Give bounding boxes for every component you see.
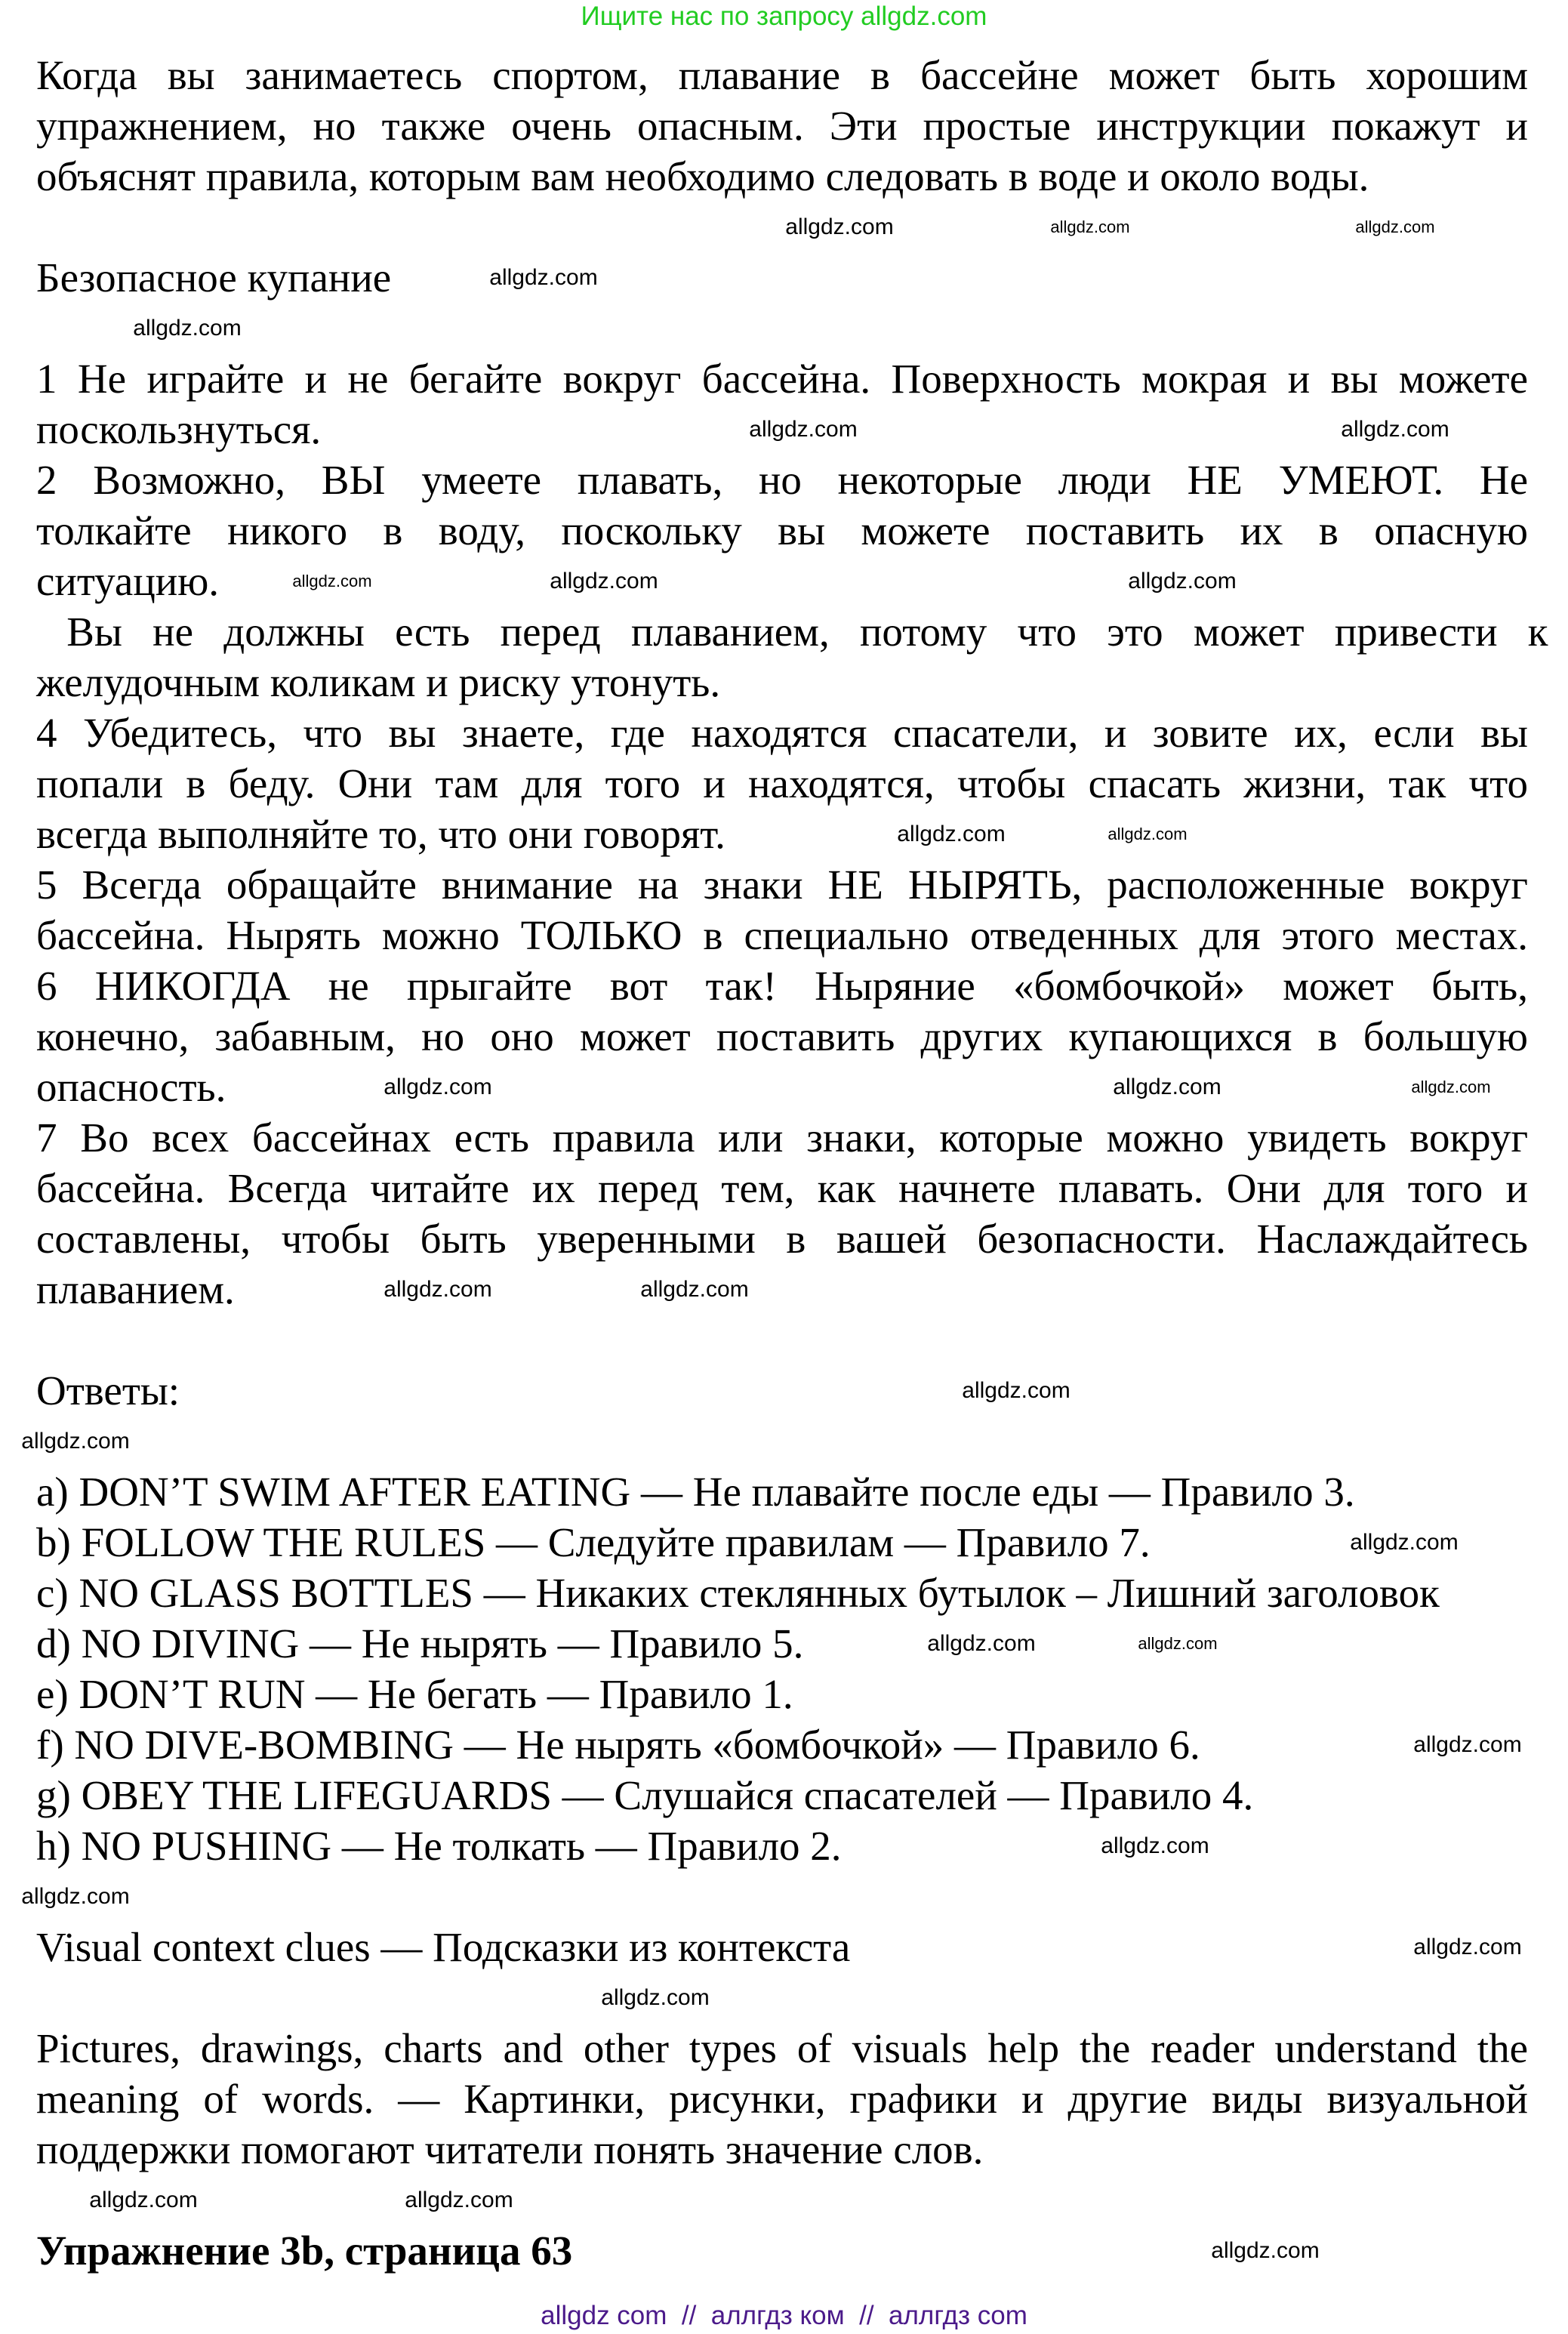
watermark: allgdz.com — [1411, 1078, 1491, 1096]
blank-line — [36, 1416, 1528, 1466]
rule-line: бассейна. Всегда читайте их перед тем, как начнете плавать. Они для того и — [36, 1165, 1528, 1211]
blank-line — [36, 1972, 1528, 2023]
answer-item: b) FOLLOW THE RULES — Следуйте правилам — Правило 7. — [36, 1519, 1151, 1565]
rule-line: попали в беду. Они там для того и находятся, чтобы спасать жизни, так что — [36, 760, 1528, 806]
rule-line: Вы не должны есть перед плаванием, потому что это может привести к — [36, 609, 1548, 655]
rule-line: бассейна. Нырять можно ТОЛЬКО в специально отведенных для этого местах. — [36, 912, 1528, 958]
watermark: allgdz.com — [1355, 217, 1435, 236]
answer-item: a) DON’T SWIM AFTER EATING — Не плавайте после еды — Правило 3. — [36, 1469, 1355, 1515]
blank-line — [36, 2175, 1528, 2225]
watermark: allgdz.com — [1413, 1732, 1522, 1757]
watermark: allgdz.com — [601, 1985, 710, 2010]
rule-line: желудочным коликам и риску утонуть. — [36, 659, 721, 705]
rule-line: опасность. — [36, 1064, 226, 1110]
rule-line: 5 Всегда обращайте внимание на знаки НЕ НЫРЯТЬ, расположенные вокруг — [36, 862, 1528, 908]
rule-line: составлены, чтобы быть уверенными в вашей безопасности. Наслаждайтесь — [36, 1216, 1528, 1262]
watermark: allgdz.com — [1050, 217, 1130, 236]
intro-line: объяснят правила, которым вам необходимо следовать в воде и около воды. — [36, 153, 1369, 199]
watermark: allgdz.com — [1107, 825, 1188, 843]
watermark: allgdz.com — [1101, 1833, 1209, 1858]
document-body — [36, 50, 1548, 2276]
watermark: allgdz.com — [1341, 417, 1449, 442]
watermark: allgdz.com — [1113, 1075, 1221, 1099]
answer-item: d) NO DIVING — Не нырять — Правило 5. — [36, 1620, 804, 1666]
answer-item: e) DON’T RUN — Не бегать — Правило 1. — [36, 1671, 793, 1717]
visual-text-line: meaning of words. — Картинки, рисунки, графики и другие виды визуальной — [36, 2076, 1528, 2122]
watermark: allgdz.com — [1128, 569, 1237, 594]
exercise-heading: Упражнение 3b, страница 63 — [36, 2228, 573, 2274]
watermark: allgdz.com — [292, 572, 372, 590]
answers-heading: Ответы: — [36, 1367, 180, 1414]
watermark: allgdz.com — [21, 1884, 130, 1909]
watermark: allgdz.com — [133, 316, 242, 341]
rule-line: плаванием. — [36, 1266, 235, 1312]
watermark: allgdz.com — [927, 1631, 1036, 1656]
answer-item: c) NO GLASS BOTTLES — Никаких стеклянных бутылок – Лишний заголовок — [36, 1570, 1440, 1616]
answer-item: h) NO PUSHING — Не толкать — Правило 2. — [36, 1823, 842, 1869]
watermark: allgdz.com — [89, 2188, 198, 2212]
rule-line: 2 Возможно, ВЫ умеете плавать, но некоторые люди НЕ УМЕЮТ. Не — [36, 457, 1528, 503]
watermark: allgdz.com — [384, 1075, 492, 1099]
rule-line: ситуацию. — [36, 558, 220, 604]
blank-line — [36, 1315, 1528, 1365]
section-heading: Безопасное купание — [36, 254, 392, 301]
watermark: allgdz.com — [21, 1429, 130, 1454]
rule-line: 1 Не играйте и не бегайте вокруг бассейна. Поверхность мокрая и вы можете — [36, 356, 1528, 402]
watermark: allgdz.com — [384, 1277, 492, 1302]
blank-line — [36, 1871, 1528, 1922]
footer-links[interactable]: allgdz com // аллгдз ком // аллгдз com — [541, 2301, 1027, 2330]
rule-line: 6 НИКОГДА не прыгайте вот так! Ныряние «бомбочкой» может быть, — [36, 963, 1528, 1009]
visual-text-line: Pictures, drawings, charts and other types of visuals help the reader understand the — [36, 2025, 1528, 2071]
blank-line — [36, 202, 1528, 252]
watermark: allgdz.com — [550, 569, 658, 594]
visual-text-line: поддержки помогают читатели понять значение слов. — [36, 2126, 984, 2172]
watermark: allgdz.com — [1138, 1634, 1218, 1653]
answer-item: g) OBEY THE LIFEGUARDS — Слушайся спасателей — Правило 4. — [36, 1772, 1254, 1818]
answer-item: f) NO DIVE-BOMBING — Не нырять «бомбочкой» — Правило 6. — [36, 1722, 1200, 1768]
watermark: allgdz.com — [1211, 2238, 1320, 2263]
watermark: allgdz.com — [962, 1378, 1070, 1403]
watermark: allgdz.com — [640, 1277, 749, 1302]
watermark: allgdz.com — [785, 214, 894, 239]
rule-line: поскользнуться. — [36, 406, 322, 452]
rule-line: всегда выполняйте то, что они говорят. — [36, 811, 725, 857]
rule-line: 7 Во всех бассейнах есть правила или знаки, которые можно увидеть вокруг — [36, 1115, 1528, 1161]
rule-line: конечно, забавным, но оно может поставить других купающихся в большую — [36, 1013, 1528, 1059]
watermark: allgdz.com — [405, 2188, 513, 2212]
intro-line: Когда вы занимаетесь спортом, плавание в бассейне может быть хорошим — [36, 52, 1528, 98]
blank-line — [36, 303, 1528, 353]
watermark: allgdz.com — [897, 822, 1006, 846]
watermark: allgdz.com — [1350, 1530, 1459, 1555]
rule-line: толкайте никого в воду, поскольку вы можете поставить их в опасную — [36, 507, 1528, 553]
watermark: allgdz.com — [489, 265, 598, 290]
intro-line: упражнением, но также очень опасным. Эти простые инструкции покажут и — [36, 103, 1528, 149]
watermark: allgdz.com — [1413, 1935, 1522, 1959]
watermark: allgdz.com — [749, 417, 858, 442]
search-banner: Ищите нас по запросу allgdz.com — [581, 2, 987, 31]
visual-context-heading: Visual context clues — Подсказки из контекста — [36, 1924, 851, 1970]
rule-line: 4 Убедитесь, что вы знаете, где находятся спасатели, и зовите их, если вы — [36, 710, 1528, 756]
